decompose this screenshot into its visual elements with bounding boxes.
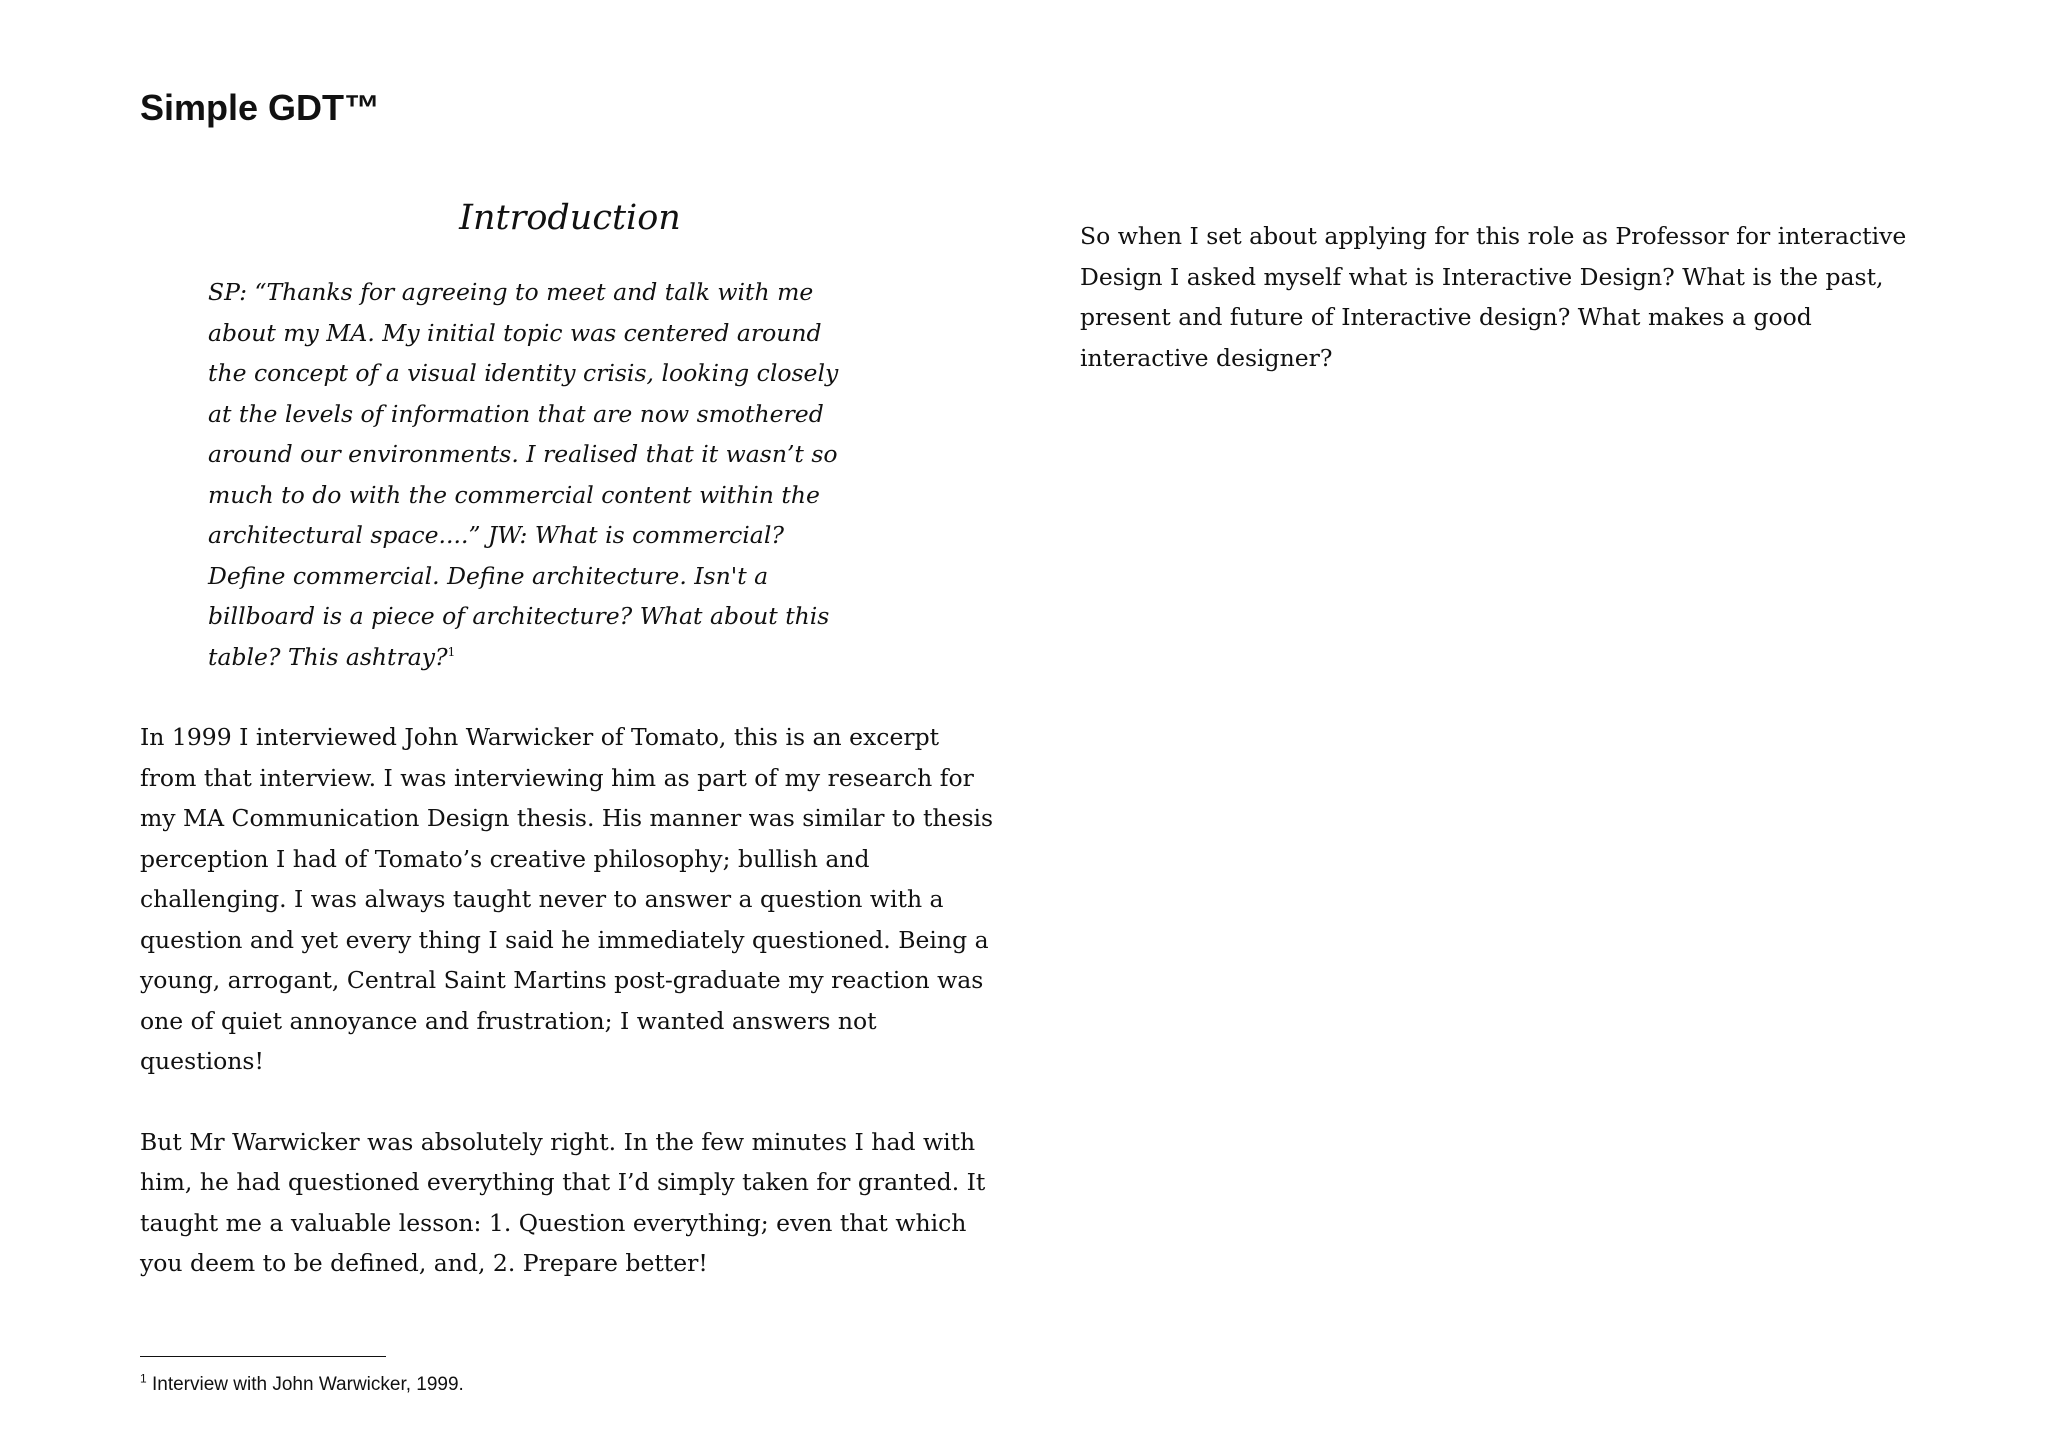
right-column bbox=[1080, 216, 1940, 378]
interview-quote bbox=[208, 272, 848, 677]
footnote-reference[interactable]: 1 bbox=[447, 644, 456, 659]
left-column bbox=[140, 190, 1000, 1397]
quote-line-sp bbox=[208, 272, 848, 677]
footnote-number: 1 bbox=[140, 1371, 147, 1386]
footnote-divider bbox=[140, 1356, 386, 1357]
section-heading: Introduction bbox=[459, 198, 681, 238]
body-paragraph-2: But Mr Warwicker was absolutely right. In the few minutes I had with him, he had questioned everything that I’d simply taken for granted. It taught me a valuable lesson: 1. Question everything; even that which you deem to be defined, and, 2. Prepare better! bbox=[140, 1127, 986, 1277]
right-paragraph: So when I set about applying for this role as Professor for interactive Design I asked myself what is Interactive Design? What is the past, present and future of Interactive design? What makes a good interactive designer? bbox=[1080, 222, 1907, 372]
footnote bbox=[140, 1373, 1000, 1397]
quote-jw-text: JW: What is commercial? Define commercial. Define architecture. Isn't a billboard is a piece of architecture? What about this table? This ashtray? bbox=[208, 521, 830, 671]
quote-sp-text: SP: “Thanks for agreeing to meet and talk with me about my MA. My initial topic was centered around the concept of a visual identity crisis, looking closely at the levels of information that are now smothered around our environments. I realised that it wasn’t so much to do with the commercial content within the architectural space....” bbox=[208, 278, 839, 549]
body-paragraph-1: In 1999 I interviewed John Warwicker of Tomato, this is an excerpt from that interview. I was interviewing him as part of my research for my MA Communication Design thesis. His manner was similar to thesis perception I had of Tomato’s creative philosophy; bullish and challenging. I was always taught never to answer a question with a question and yet every thing I said he immediately questioned. Being a young, arrogant, Central Saint Martins post-graduate my reaction was one of quiet annoyance and frustration; I wanted answers not questions! bbox=[140, 723, 994, 1075]
footnote-text: Interview with John Warwicker, 1999. bbox=[151, 1373, 464, 1395]
page-title: Simple GDT™ bbox=[140, 87, 381, 128]
